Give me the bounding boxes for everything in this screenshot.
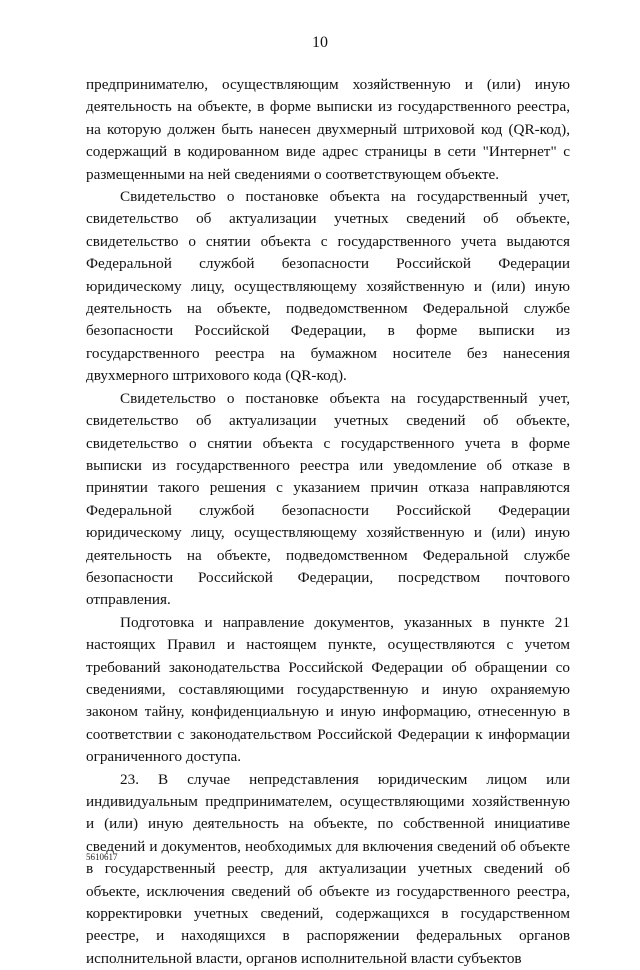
paragraph-certificate-issuance: Свидетельство о постановке объекта на государственный учет, свидетельство об актуализации учетных сведений об объекте, свидетельство о снятии объекта с государственного учета выдаются Федеральной службой безопасности Российской Федерации юридическому лицу, осуществляющему хозяйственную и (или) иную деятельность на объекте, подведомственном Федеральной службе безопасности Российской Федерации, в форме выписки из государственного реестра на бумажном носителе без нанесения двухмерного штрихового кода (QR-код). — [86, 188, 570, 385]
page-number: 10 — [312, 34, 328, 51]
document-code: 5610617 — [86, 852, 118, 862]
paragraph-document-preparation: Подготовка и направление документов, указанных в пункте 21 настоящих Правил и настоящем пункте, осуществляются с учетом требований законодательства Российской Федерации об обращении со сведениями, составляющими государственную и иную охраняемую законом тайну, конфиденциальную и иную информацию, отнесенную в соответствии с законодательством Российской Федерации к информации ограниченного доступа. — [86, 613, 570, 766]
paragraph-certificate-mailing: Свидетельство о постановке объекта на государственный учет, свидетельство об актуализации учетных сведений об объекте, свидетельство о снятии объекта с государственного учета в форме выписки из государственного реестра или уведомление об отказе в принятии такого решения с указанием причин отказа направляются Федеральной службой безопасности Российской Федерации юридическому лицу, осуществляющему хозяйственную и (или) иную деятельность на объекте, подведомственном Федеральной службе безопасности Российской Федерации, посредством почтового отправления. — [86, 389, 570, 609]
document-body — [86, 74, 570, 970]
paragraph-clause-23: 23. В случае непредставления юридическим лицом или индивидуальным предпринимателем, осуществляющими хозяйственную и (или) иную деятельность на объекте, по собственной инициативе сведений и документов, необходимых для включения сведений об объекте в государственный реестр, для актуализации учетных сведений об объекте, исключения сведений об объекте из государственного реестра, корректировки учетных сведений, содержащихся в государственном реестре, и находящихся в распоряжении федеральных органов исполнительной власти, органов исполнительной власти субъектов — [86, 770, 570, 967]
paragraph-continuation: предпринимателю, осуществляющим хозяйственную и (или) иную деятельность на объекте, в форме выписки из государственного реестра, на которую должен быть нанесен двухмерный штриховой код (QR-код), содержащий в кодированном виде адрес страницы в сети "Интернет" с размещенными на ней сведениями о соответствующем объекте. — [86, 76, 570, 183]
